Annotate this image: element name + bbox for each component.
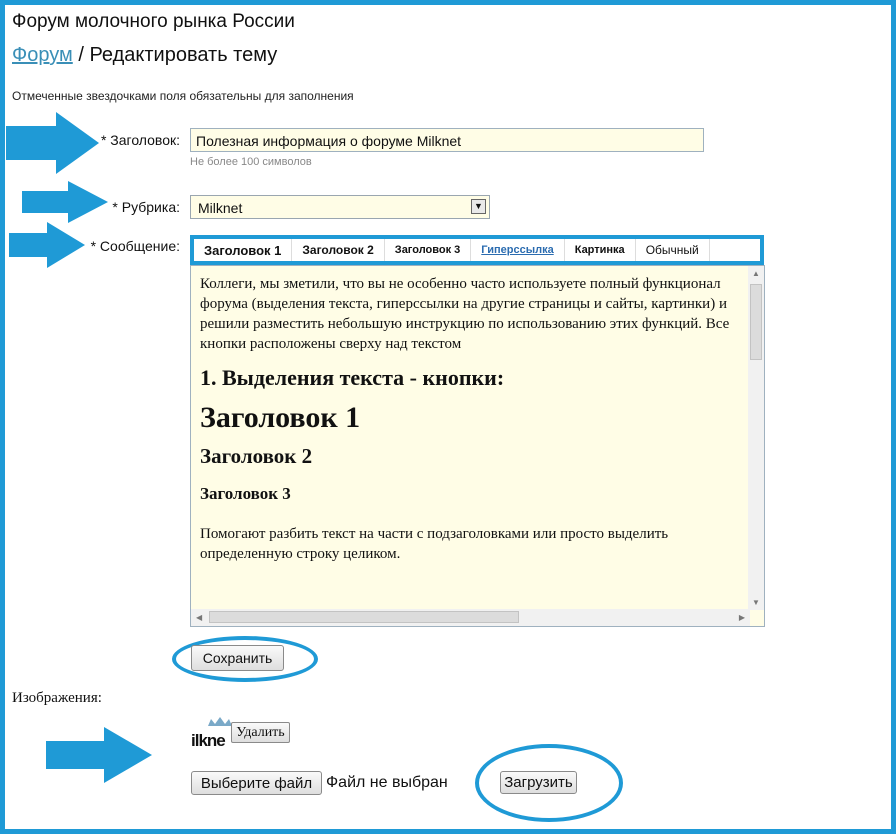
site-title: Форум молочного рынка России <box>12 11 295 32</box>
scroll-right-icon[interactable]: ▶ <box>738 613 745 622</box>
editor-content <box>200 274 740 564</box>
toolbar-normal-button[interactable]: Обычный <box>636 239 710 261</box>
scroll-down-icon[interactable]: ▼ <box>752 598 760 607</box>
arrow-icon <box>46 727 152 783</box>
editor-heading3: Заголовок 3 <box>200 484 291 503</box>
breadcrumb <box>12 44 277 67</box>
title-label: * Заголовок: <box>100 132 180 148</box>
editor-heading1: Заголовок 1 <box>200 401 361 434</box>
category-label: * Рубрика: <box>112 199 180 215</box>
images-label: Изображения: <box>12 690 102 706</box>
vertical-scroll-thumb[interactable] <box>750 284 762 360</box>
vertical-scrollbar[interactable] <box>748 266 764 610</box>
toolbar-heading2-button[interactable]: Заголовок 2 <box>292 239 384 261</box>
category-select[interactable] <box>190 195 490 219</box>
crown-icon <box>207 717 233 727</box>
category-select-value: Milknet <box>198 200 243 216</box>
toolbar-hyperlink-button[interactable]: Гиперссылка <box>471 239 564 261</box>
toolbar-image-button[interactable]: Картинка <box>565 239 636 261</box>
choose-file-button[interactable]: Выберите файл <box>191 771 322 795</box>
logo-text: ilkne <box>191 731 225 750</box>
editor-section-heading: 1. Выделения текста - кнопки: <box>200 365 505 390</box>
horizontal-scrollbar[interactable] <box>191 609 750 626</box>
editor-paragraph: Помогают разбить текст на части с подзаголовками или просто выделить определенную строку целиком. <box>200 526 669 562</box>
horizontal-scroll-thumb[interactable] <box>209 611 519 623</box>
logo-image <box>191 723 225 750</box>
editor-toolbar <box>190 235 764 265</box>
editor-paragraph: Коллеги, мы зметили, что вы не особенно часто используете полный функционал форума (выделения текста, гиперссылки на другие страницы и сайты, картинки) и решили разместить небольшую инструкцию по использованию этих функций. Все кнопки расположены сверху над текстом <box>200 276 730 352</box>
chevron-down-icon[interactable]: ▼ <box>471 199 486 214</box>
toolbar-heading3-button[interactable]: Заголовок 3 <box>385 239 471 261</box>
toolbar-heading1-button[interactable]: Заголовок 1 <box>194 239 292 261</box>
title-input[interactable]: Полезная информация о форуме Milknet <box>190 128 704 152</box>
breadcrumb-separator: / <box>78 44 84 66</box>
arrow-icon <box>22 181 108 223</box>
save-button[interactable]: Сохранить <box>191 645 284 671</box>
required-note: Отмеченные звездочками поля обязательны для заполнения <box>12 89 354 103</box>
message-label: * Сообщение: <box>90 238 180 254</box>
title-hint: Не более 100 символов <box>190 156 312 168</box>
page-title: Редактировать тему <box>89 44 278 66</box>
scroll-up-icon[interactable]: ▲ <box>752 269 760 278</box>
message-editor[interactable] <box>190 265 765 627</box>
arrow-icon <box>6 112 99 174</box>
scroll-left-icon[interactable]: ◀ <box>196 613 203 622</box>
editor-heading2: Заголовок 2 <box>200 444 313 468</box>
breadcrumb-forum-link[interactable]: Форум <box>12 44 73 66</box>
arrow-icon <box>9 222 85 268</box>
file-status: Файл не выбран <box>326 774 448 791</box>
upload-button[interactable]: Загрузить <box>500 771 577 794</box>
delete-image-button[interactable]: Удалить <box>231 722 290 743</box>
